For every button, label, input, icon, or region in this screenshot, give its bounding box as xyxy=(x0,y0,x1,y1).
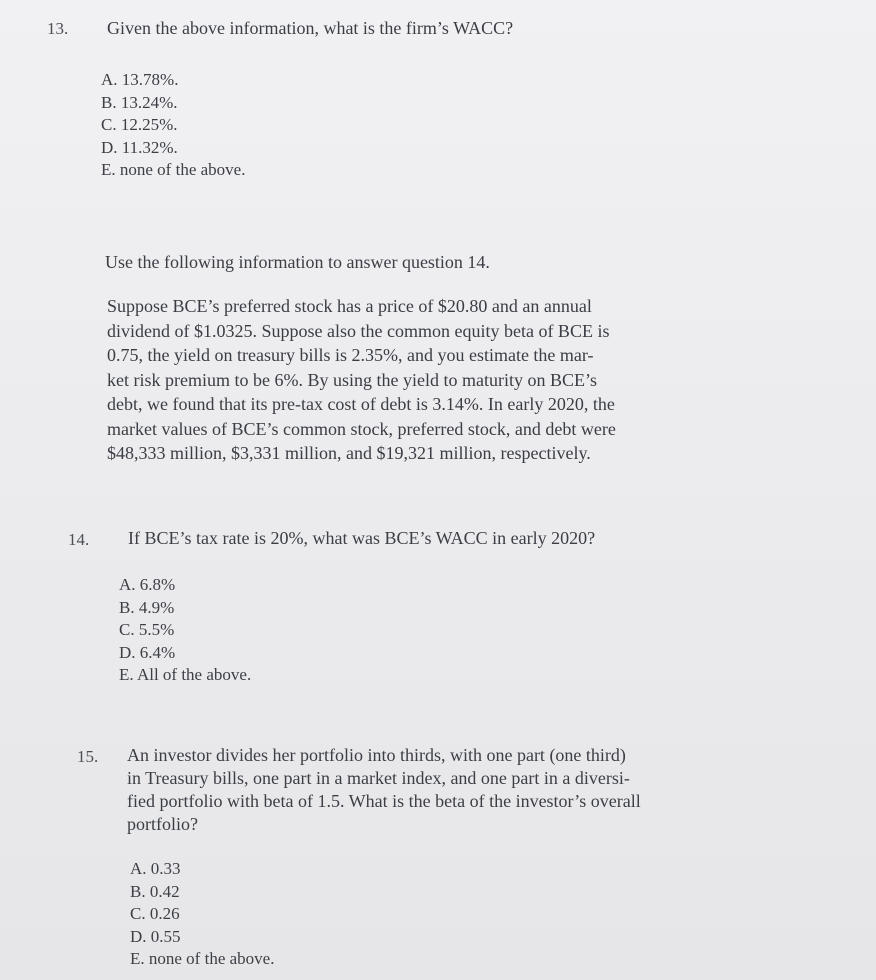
info-line: dividend of $1.0325. Suppose also the common equity beta of BCE is xyxy=(107,320,610,341)
info-line: $48,333 million, $3,331 million, and $19,321 million, respectively. xyxy=(107,443,591,463)
question-15-options xyxy=(130,858,274,971)
question-13-option-a[interactable]: A. 13.78%. xyxy=(101,70,179,89)
info-intro: Use the following information to answer question 14. xyxy=(105,252,490,272)
question-15-option-e[interactable]: E. none of the above. xyxy=(130,949,275,968)
question-14-number: 14. xyxy=(68,530,90,549)
info-line: ket risk premium to be 6%. By using the yield to maturity on BCE’s xyxy=(107,369,597,390)
question-13-options xyxy=(101,69,245,182)
question-13-text: Given the above information, what is the firm’s WACC? xyxy=(107,18,514,38)
question-14-text: If BCE’s tax rate is 20%, what was BCE’s WACC in early 2020? xyxy=(128,528,596,548)
info-paragraph xyxy=(107,294,790,466)
question-14-option-d[interactable]: D. 6.4% xyxy=(119,642,176,662)
question-15-line: fied portfolio with beta of 1.5. What is the beta of the investor’s overall xyxy=(127,791,641,811)
question-13-option-b[interactable]: B. 13.24%. xyxy=(101,92,178,112)
info-line: debt, we found that its pre-tax cost of debt is 3.14%. In early 2020, the xyxy=(107,394,615,414)
info-line: market values of BCE’s common stock, preferred stock, and debt were xyxy=(107,418,616,439)
question-14-option-a[interactable]: A. 6.8% xyxy=(119,575,176,594)
question-14-option-b[interactable]: B. 4.9% xyxy=(119,597,175,617)
info-line: 0.75, the yield on treasury bills is 2.35%, and you estimate the mar- xyxy=(107,345,594,365)
question-15-line: portfolio? xyxy=(127,814,198,834)
question-15-option-c[interactable]: C. 0.26 xyxy=(130,904,180,923)
question-15-option-a[interactable]: A. 0.33 xyxy=(130,859,181,878)
question-15-number: 15. xyxy=(77,747,99,766)
question-15-line: in Treasury bills, one part in a market index, and one part in a diversi- xyxy=(127,768,630,788)
question-13-option-e[interactable]: E. none of the above. xyxy=(101,160,246,179)
question-15-option-b[interactable]: B. 0.42 xyxy=(130,881,180,901)
question-13-option-d[interactable]: D. 11.32%. xyxy=(101,137,178,157)
question-14-option-c[interactable]: C. 5.5% xyxy=(119,620,175,639)
question-15-line: An investor divides her portfolio into thirds, with one part (one third) xyxy=(127,745,626,765)
info-line: Suppose BCE’s preferred stock has a price of $20.80 and an annual xyxy=(107,296,592,316)
question-15-option-d[interactable]: D. 0.55 xyxy=(130,926,181,946)
question-14-option-e[interactable]: E. All of the above. xyxy=(119,665,252,684)
question-13-option-c[interactable]: C. 12.25%. xyxy=(101,115,178,134)
question-13-number: 13. xyxy=(47,19,69,38)
question-15-text xyxy=(127,744,797,836)
question-14-options xyxy=(119,574,251,687)
